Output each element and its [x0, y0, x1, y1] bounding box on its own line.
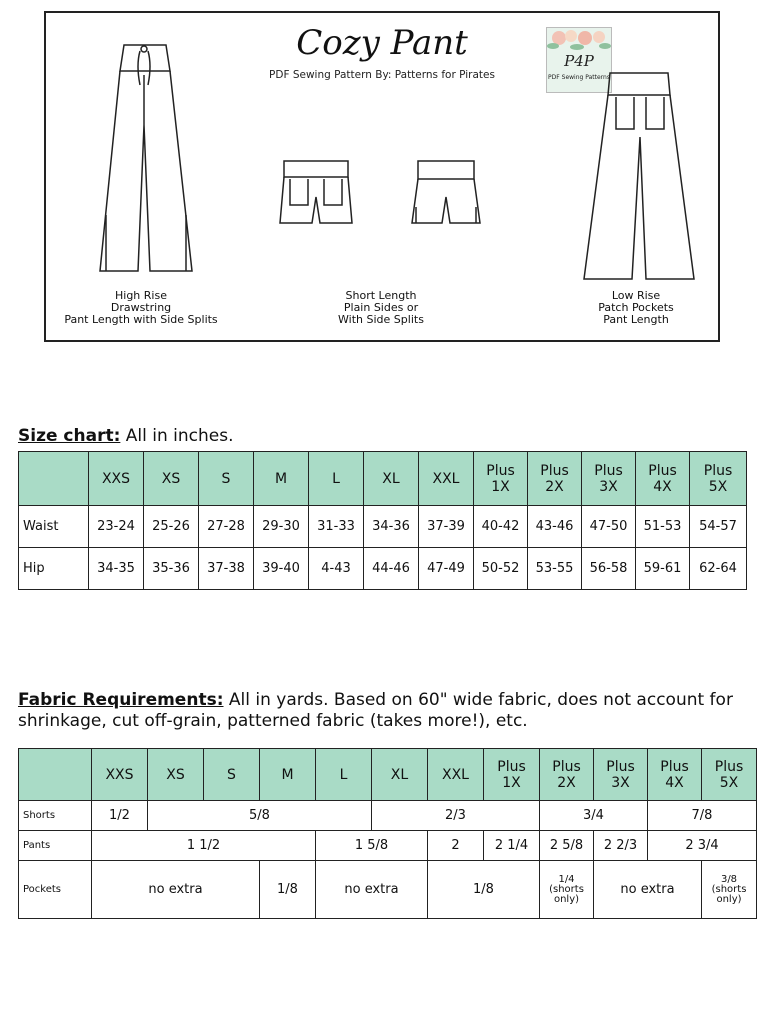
table-cell: 51-53 [636, 506, 690, 548]
table-cell: 39-40 [254, 548, 309, 590]
table-cell: no extra [316, 861, 428, 919]
table-cell: 1/2 [92, 801, 148, 831]
col-l: L [309, 452, 364, 506]
table-cell: 25-26 [144, 506, 199, 548]
table-cell: 40-42 [474, 506, 528, 548]
shorts-plain-sketch [408, 157, 484, 229]
table-cell: 2 2/3 [594, 831, 648, 861]
table-cell: 50-52 [474, 548, 528, 590]
table-cell: 3/8 (shorts only) [702, 861, 757, 919]
col-plus-2x: Plus 2X [540, 749, 594, 801]
table-cell: 2 3/4 [648, 831, 757, 861]
logo-mark: P4P [564, 52, 594, 70]
col-s: S [204, 749, 260, 801]
col-m: M [260, 749, 316, 801]
fabric-header-row [19, 749, 757, 801]
col-xl: XL [372, 749, 428, 801]
table-cell: 29-30 [254, 506, 309, 548]
pattern-subtitle: PDF Sewing Pattern By: Patterns for Pirates [269, 69, 495, 81]
table-cell: 1/4 (shorts only) [540, 861, 594, 919]
col-plus-5x: Plus 5X [702, 749, 757, 801]
table-cell: 3/4 [540, 801, 648, 831]
col-xs: XS [148, 749, 204, 801]
table-cell: 62-64 [690, 548, 747, 590]
table-cell: 56-58 [582, 548, 636, 590]
fabric-heading: Fabric Requirements: All in yards. Based on 60" wide fabric, does not account for shrinkage, cut off-grain, patterned fabric (takes more!), etc. [18, 690, 733, 731]
hip-row [19, 548, 747, 590]
col-plus-4x: Plus 4X [648, 749, 702, 801]
col-xxl: XXL [419, 452, 474, 506]
row-label: Shorts [19, 801, 92, 831]
shorts-row [19, 801, 757, 831]
fabric-note: All in yards. Based on 60" wide fabric, does not account for shrinkage, cut off-grain, patterned fabric (takes more!), etc. [18, 690, 733, 731]
col-plus-2x: Plus 2X [528, 452, 582, 506]
size-chart-header-row [19, 452, 747, 506]
pants-row [19, 831, 757, 861]
col-m: M [254, 452, 309, 506]
corner-cell [19, 749, 92, 801]
table-cell: 44-46 [364, 548, 419, 590]
col-xs: XS [144, 452, 199, 506]
size-chart-heading: Size chart: All in inches. [18, 426, 234, 446]
table-cell: 34-35 [89, 548, 144, 590]
fabric-table [18, 748, 757, 919]
table-cell: 2 5/8 [540, 831, 594, 861]
waist-row [19, 506, 747, 548]
logo-text: PDF Sewing Patterns [548, 74, 610, 81]
col-s: S [199, 452, 254, 506]
caption-short-length: Short Length Plain Sides or With Side Splits [338, 289, 424, 326]
caption-low-rise: Low Rise Patch Pockets Pant Length [598, 289, 674, 326]
col-xl: XL [364, 452, 419, 506]
table-cell: 59-61 [636, 548, 690, 590]
table-cell: 4-43 [309, 548, 364, 590]
table-cell: 54-57 [690, 506, 747, 548]
table-cell: 47-49 [419, 548, 474, 590]
row-label: Pants [19, 831, 92, 861]
table-cell: 1 5/8 [316, 831, 428, 861]
table-cell: 1 1/2 [92, 831, 316, 861]
low-rise-pant-sketch [580, 67, 700, 289]
col-plus-4x: Plus 4X [636, 452, 690, 506]
pattern-header-box [44, 11, 720, 342]
table-cell: 5/8 [148, 801, 372, 831]
col-xxl: XXL [428, 749, 484, 801]
row-label: Pockets [19, 861, 92, 919]
pockets-row [19, 861, 757, 919]
pattern-title: Cozy Pant [296, 23, 468, 63]
table-cell: 47-50 [582, 506, 636, 548]
table-cell: no extra [92, 861, 260, 919]
high-rise-pant-sketch [96, 35, 196, 285]
table-cell: 34-36 [364, 506, 419, 548]
col-plus-1x: Plus 1X [474, 452, 528, 506]
table-cell: 43-46 [528, 506, 582, 548]
table-cell: 37-39 [419, 506, 474, 548]
col-plus-5x: Plus 5X [690, 452, 747, 506]
table-cell: 53-55 [528, 548, 582, 590]
col-xxs: XXS [89, 452, 144, 506]
table-cell: 7/8 [648, 801, 757, 831]
col-plus-3x: Plus 3X [594, 749, 648, 801]
table-cell: 35-36 [144, 548, 199, 590]
col-l: L [316, 749, 372, 801]
flower-icon [547, 28, 611, 50]
table-cell: no extra [594, 861, 702, 919]
table-cell: 2/3 [372, 801, 540, 831]
table-cell: 37-38 [199, 548, 254, 590]
row-label: Waist [19, 506, 89, 548]
table-cell: 31-33 [309, 506, 364, 548]
col-plus-1x: Plus 1X [484, 749, 540, 801]
size-chart-table [18, 451, 747, 590]
table-cell: 1/8 [428, 861, 540, 919]
table-cell: 27-28 [199, 506, 254, 548]
col-plus-3x: Plus 3X [582, 452, 636, 506]
table-cell: 23-24 [89, 506, 144, 548]
row-label: Hip [19, 548, 89, 590]
shorts-pocket-sketch [278, 157, 354, 229]
col-xxs: XXS [92, 749, 148, 801]
caption-high-rise: High Rise Drawstring Pant Length with Side Splits [64, 289, 218, 326]
table-cell: 1/8 [260, 861, 316, 919]
table-cell: 2 [428, 831, 484, 861]
corner-cell [19, 452, 89, 506]
table-cell: 2 1/4 [484, 831, 540, 861]
